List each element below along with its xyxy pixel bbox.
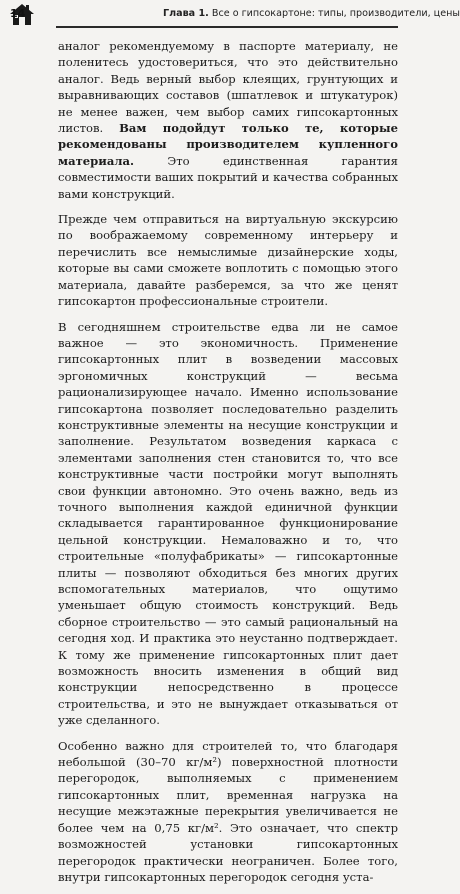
paragraph-1-text-b: Это единственная гарантия совместимости ваших покрытий и качества собранных вами конструкций.: [58, 153, 398, 201]
paragraph-1-text-a: аналог рекомендуемому в паспорте материалу, не поленитесь удостовериться, что это действительно аналог. Ведь верный выбор клеящих, грунтующих и выравнивающих составов (шпатлевок и штукатурок) не менее важен, чем выбор самих гипсокартонных листов.: [58, 39, 398, 136]
page-header: [0, 0, 460, 28]
chapter-title: Все о гипсокартоне: типы, производители, цены: [211, 8, 460, 19]
paragraph-4: Особенно важно для строителей то, что благодаря небольшой (30–70 кг/м²) поверхностной плотности перегородок, выполняемых с применением гипсокартонных плит, временная нагрузка на несущие межэтажные перекрытия увеличивается не более чем на 0,75 кг/м². Это означает, что спектр возможностей установки гипсокартонных перегородок практически неограничен. Более того, внутри гипсокартонных перегородок сегодня уста-: [58, 738, 398, 884]
page-body: [58, 38, 398, 894]
running-header: [163, 8, 460, 19]
paragraph-1-emphasis: Вам подойдут только те, которые рекомендованы производителем купленного материала.: [58, 121, 398, 168]
header-rule: [56, 26, 398, 28]
chapter-label: Глава 1.: [163, 8, 209, 19]
page-number: 14: [10, 7, 26, 20]
paragraph-2: Прежде чем отправиться на виртуальную экскурсию по воображаемому современному интерьеру и перечислить все немыслимые дизайнерские ходы, которые вы сами сможете воплотить с помощью этого материала, давайте разберемся, за что же ценят гипсокартон профессиональные строители.: [58, 212, 398, 309]
paragraph-3: В сегодняшнем строительстве едва ли не самое важное — это экономичность. Применение гипсокартонных плит в возведении массовых эргономичных конструкций — весьма рационализирующее начало. Именно использование гипсокартона позволяет последовательно разделить конструктивные элементы на несущие конструкции и заполнение. Результатом возведения каркаса с элементами заполнения стен становится то, что все конструктивные части постройки могут выполнять свои функции автономно. Это очень важно, ведь из точного выполнения каждой единичной функции складывается гарантированное функционирование цельной конструкции. Немаловажно и то, что строительные «полуфабрикаты» — гипсокартонные плиты — позволяют обходиться без многих других вспомогательных материалов, что ощутимо уменьшает общую стоимость конструкций. Ведь сборное строительство — это самый рациональный на сегодня ход. И практика это неустанно подтверждает. К тому же применение гипсокартонных плит дает возможность вносить изменения в общий вид конструкции непосредственно в процессе строительства, и это не вынуждает отказываться от уже сделанного.: [58, 319, 398, 728]
paragraph-1: [58, 38, 398, 202]
